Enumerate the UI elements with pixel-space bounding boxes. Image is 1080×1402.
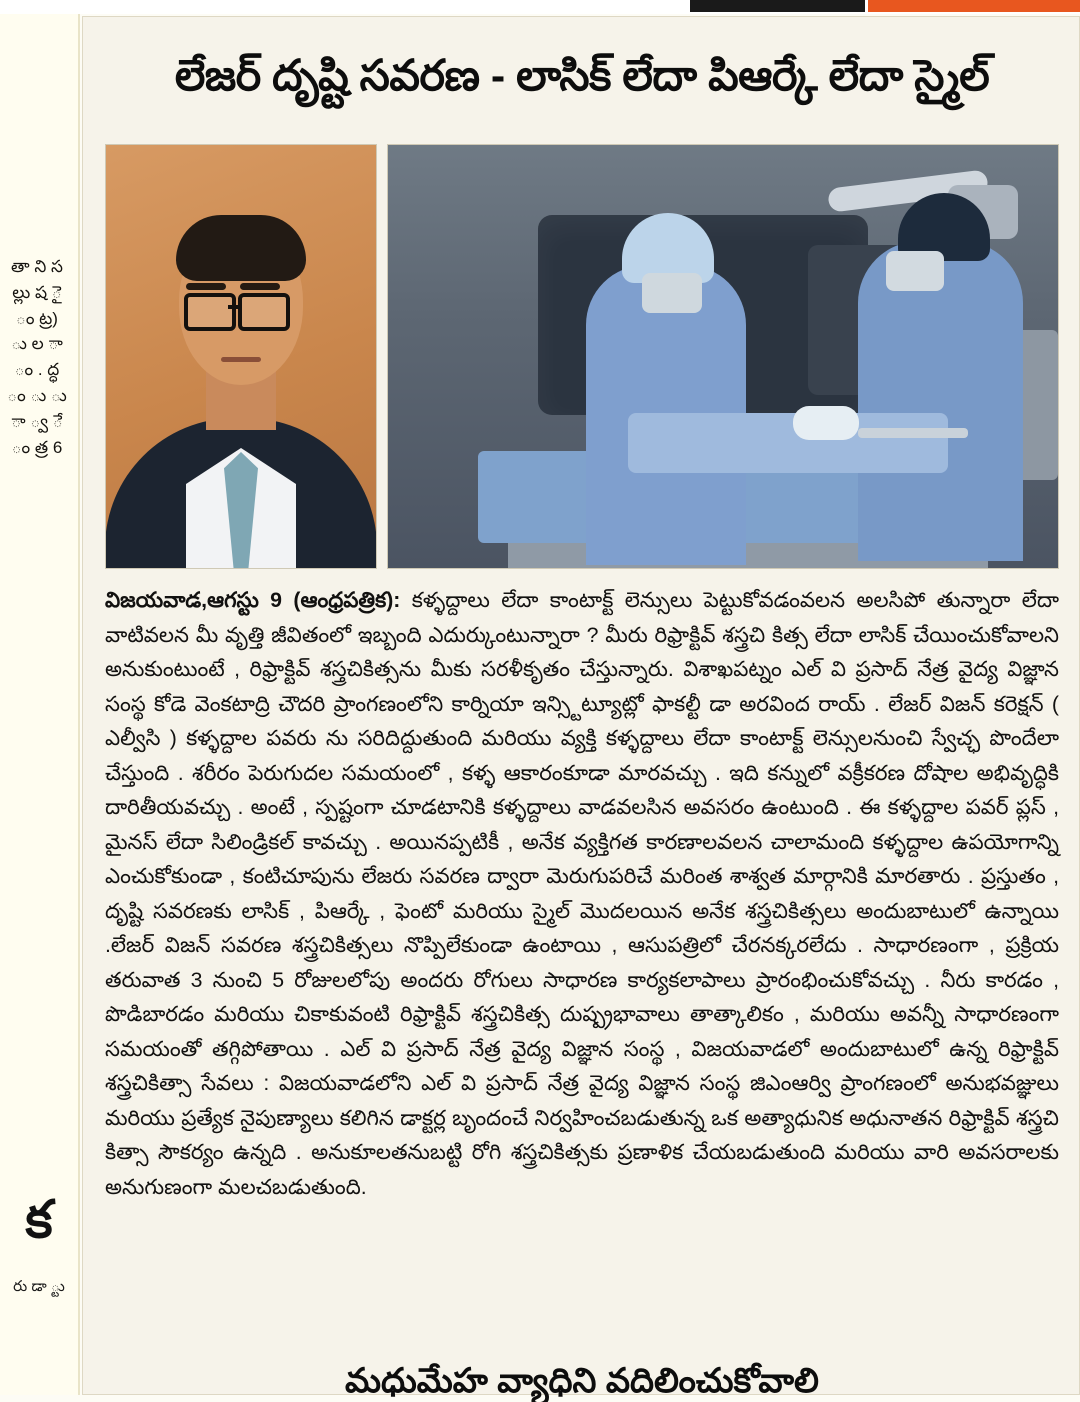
gloved-hands bbox=[793, 406, 859, 440]
article-headline: లేజర్ దృష్టి సవరణ - లాసిక్ లేదా పిఆర్కే లేదా స్మైల్ bbox=[174, 52, 990, 100]
surgery-photo bbox=[387, 144, 1059, 569]
surgeon bbox=[858, 241, 1023, 561]
surgical-drape bbox=[628, 413, 948, 473]
portrait-hair bbox=[176, 215, 306, 281]
portrait-eyeglass-left bbox=[184, 293, 236, 331]
assistant-face-mask bbox=[642, 273, 702, 313]
top-strip-orange-block bbox=[868, 0, 1080, 12]
article-dateline: విజయవాడ,ఆగస్టు 9 (ఆంధ్రపత్రిక): bbox=[105, 588, 401, 612]
doctor-portrait-photo bbox=[105, 144, 377, 569]
portrait-eyebrow-left bbox=[186, 283, 226, 290]
article-photo-row bbox=[105, 144, 1059, 569]
page-top-strip bbox=[0, 0, 1080, 14]
portrait-eyebrow-right bbox=[240, 283, 280, 290]
left-column-big-glyph: క bbox=[25, 1191, 53, 1249]
left-column-small-text: రు డా ్టు bbox=[13, 1278, 65, 1295]
next-article-headline: మధుమేహ వ్యాధిని వదిలించుకోవాలి bbox=[345, 1362, 819, 1400]
news-article bbox=[82, 16, 1080, 1400]
portrait-mouth bbox=[221, 357, 261, 362]
article-body bbox=[105, 583, 1059, 1204]
portrait-eyeglass-bridge bbox=[228, 305, 240, 309]
surgeon-face-mask bbox=[886, 251, 944, 291]
top-strip-black-block bbox=[690, 0, 865, 12]
left-column-text: తా ని స ల్లు ష ై ం ట్ర) ు ల ా ం . ద్ధ ం ు ు ా ్వ ే ం త్ర 6 bbox=[7, 257, 67, 457]
portrait-eyeglass-right bbox=[238, 293, 290, 331]
surgical-instruments bbox=[858, 428, 968, 438]
article-body-text: కళ్ళద్దాలు లేదా కాంటాక్ట్ లెన్సులు పెట్టుకోవడంవలన అలసిపో తున్నారా లేదా వాటివలన మీ వృత్తి జీవితంలో ఇబ్బంది ఎదుర్కుంటున్నారా ? మీరు రిఫ్రాక్టివ్ శస్త్రచి కిత్స లేదా లాసిక్ చేయించుకోవాలని అనుకుంటుంటే , రిఫ్రాక్టివ్ శస్త్రచికిత్సను మీకు సరళీకృతం చేస్తున్నారు. విశాఖపట్నం ఎల్ వి ప్రసాద్ నేత్ర వైద్య విజ్ఞాన సంస్థ కోడె వెంకటాద్రి చౌదరి ప్రాంగణంలోని కార్నియా ఇన్స్టిట్యూట్లో ఫాకల్టీ డా అరవింద రాయ్ . లేజర్ విజన్ కరెక్షన్ ( ఎల్వీసి ) కళ్ళద్దాల పవరు ను సరిదిద్దుతుంది మరియు వ్యక్తి కళ్ళద్దాలు లేదా కాంటాక్ట్ లెన్సులనుంచి స్వేచ్ఛ పొందేలా చేస్తుంది . శరీరం పెరుగుదల సమయంలో , కళ్ళ ఆకారంకూడా మారవచ్చు . ఇది కన్నులో వక్రీకరణ దోషాల అభివృద్ధికి దారితీయవచ్చు . అంటే , స్పష్టంగా చూడటానికి కళ్ళద్దాలు వాడవలసిన అవసరం ఉంటుంది . ఈ కళ్ళద్దాల పవర్ ప్లస్ , మైనస్ లేదా సిలిండ్రికల్ కావచ్చు . అయినప్పటికీ , అనేక వ్యక్తిగత కారణాలవలన చాలామంది కళ్ళద్దాల ఉపయోగాన్ని ఎంచుకోకుండా , కంటిచూపును లేజరు సవరణ ద్వారా మెరుగుపరిచే మరింత శాశ్వత మార్గానికి మారతారు . ప్రస్తుతం , దృష్టి సవరణకు లాసిక్ , పిఆర్కే , ఫెంటో మరియు స్మైల్ మొదలయిన అనేక శస్త్రచికిత్సలు అందుబాటులో ఉన్నాయి .లేజర్ విజన్ సవరణ శస్త్రచికిత్సలు నొప్పిలేకుండా ఉంటాయి , ఆసుపత్రిలో చేరనక్కరలేదు . సాధారణంగా , ప్రక్రియ తరువాత 3 నుంచి 5 రోజులలోపు అందరు రోగులు సాధారణ కార్యకలాపాలు ప్రారంభించుకోవచ్చు . నీరు కారడం , పొడిబారడం మరియు చికాకువంటి రిఫ్రాక్టివ్ శస్త్రచికిత్స దుష్ప్రభావాలు తాత్కాలికం , మరియు అవన్నీ సాధారణంగా సమయంతో తగ్గిపోతాయి . ఎల్ వి ప్రసాద్ నేత్ర వైద్య విజ్ఞాన సంస్థ , విజయవాడలో అందుబాటులో ఉన్న రిఫ్రాక్టివ్ శస్త్రచికిత్సా సేవలు : విజయవాడలోని ఎల్ వి ప్రసాద్ నేత్ర వైద్య విజ్ఞాన సంస్థ జిఎంఆర్వి ప్రాంగణంలో అనుభవజ్ఞులు మరియు ప్రత్యేక నైపుణ్యాలు కలిగిన డాక్టర్ల బృందంచే నిర్వహించబడుతున్న ఒక అత్యాధునిక అధునాతన రిఫ్రాక్టివ్ శస్త్రచి కిత్సా సౌకర్యం ఉన్నది . అనుకూలతనుబట్టి రోగి శస్త్రచికిత్సకు ప్రణాళిక చేయబడుతుంది మరియు వారి అవసరాలకు అనుగుణంగా మలచబడుతుంది. bbox=[105, 588, 1059, 1199]
left-adjacent-column bbox=[0, 14, 80, 1395]
